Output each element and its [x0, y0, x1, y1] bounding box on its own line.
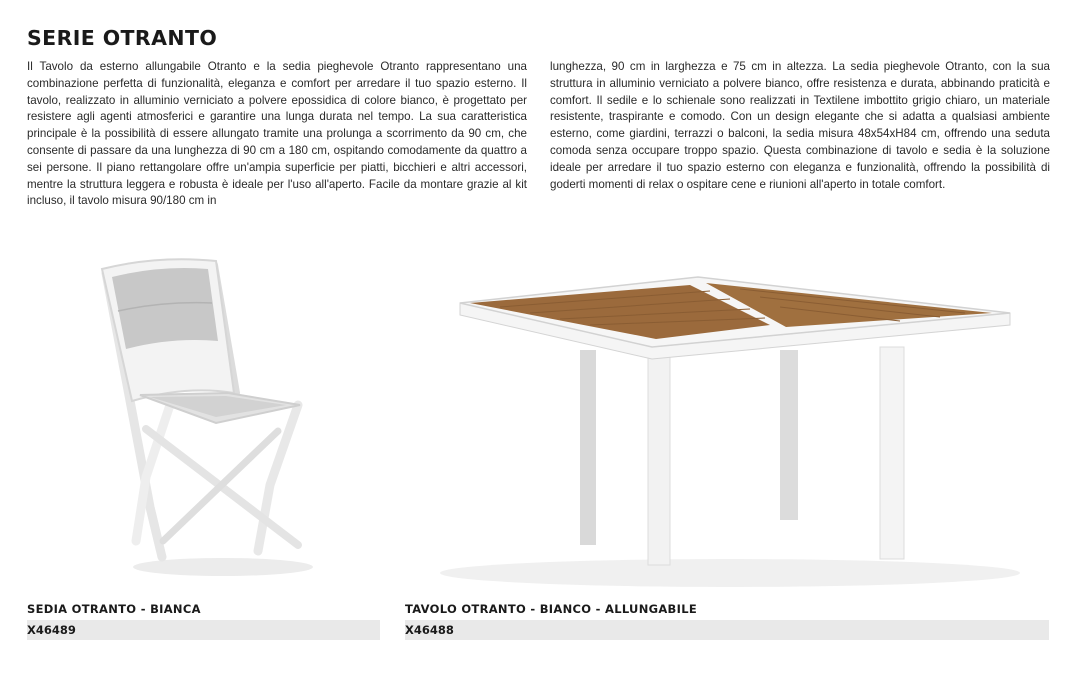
product-code-table: X46488 — [405, 620, 1049, 640]
product-name-table: TAVOLO OTRANTO - BIANCO - ALLUNGABILE — [405, 602, 697, 616]
table-leg-front-left — [648, 350, 670, 565]
product-code-chair: X46489 — [27, 620, 380, 640]
table-leg-front-right — [880, 347, 904, 559]
chair-image — [88, 245, 328, 585]
table-image — [420, 255, 1040, 600]
table-shadow — [440, 559, 1020, 587]
page-title: SERIE OTRANTO — [27, 26, 218, 50]
description-right: lunghezza, 90 cm in larghezza e 75 cm in altezza. La sedia pieghevole Otranto, con la sua struttura in alluminio verniciato a polvere bianco, offre resistenza e durata, abbinando praticità e comfort. Il sedile e lo schienale sono realizzati in Textilene imbottito grigio chiaro, un materiale resistente, traspirante e comodo. Con un design elegante che si adatta a qualsiasi ambiente esterno, come giardini, terrazzi o balconi, la sedia misura 48x54xH84 cm, offrendo una seduta comoda senza occupare troppo spazio. Questa combinazione di tavolo e sedia è la soluzione ideale per arredare il tuo spazio esterno con eleganza e funzionalità, offrendo la possibilità di goderti momenti di relax o ospitare cene e riunioni all'aperto in totale comfort. — [550, 60, 1050, 191]
table-leg-back-left — [580, 350, 596, 545]
description-left: Il Tavolo da esterno allungabile Otranto e la sedia pieghevole Otranto rappresentano una combinazione perfetta di funzionalità, eleganza e comfort per arredare il tuo spazio esterno. Il tavolo, realizzato in alluminio verniciato a polvere epossidica di colore bianco, è progettato per resistere agli agenti atmosferici e garantire una lunga durata nel tempo. La sua caratteristica principale è la possibilità di essere allungato tramite una prolunga a scorrimento da 90 cm, che consente di passare da una lunghezza di 90 cm a 180 cm, ospitando comodamente da quattro a sei persone. Il piano rettangolare offre un'ampia superficie per piatti, bicchieri e altri accessori, mentre la struttura leggera e robusta è ideale per l'uso all'aperto. Facile da montare grazie al kit incluso, il tavolo misura 90/180 cm in — [27, 60, 527, 208]
product-name-chair: SEDIA OTRANTO - BIANCA — [27, 602, 201, 616]
table-leg-back-right — [780, 350, 798, 520]
